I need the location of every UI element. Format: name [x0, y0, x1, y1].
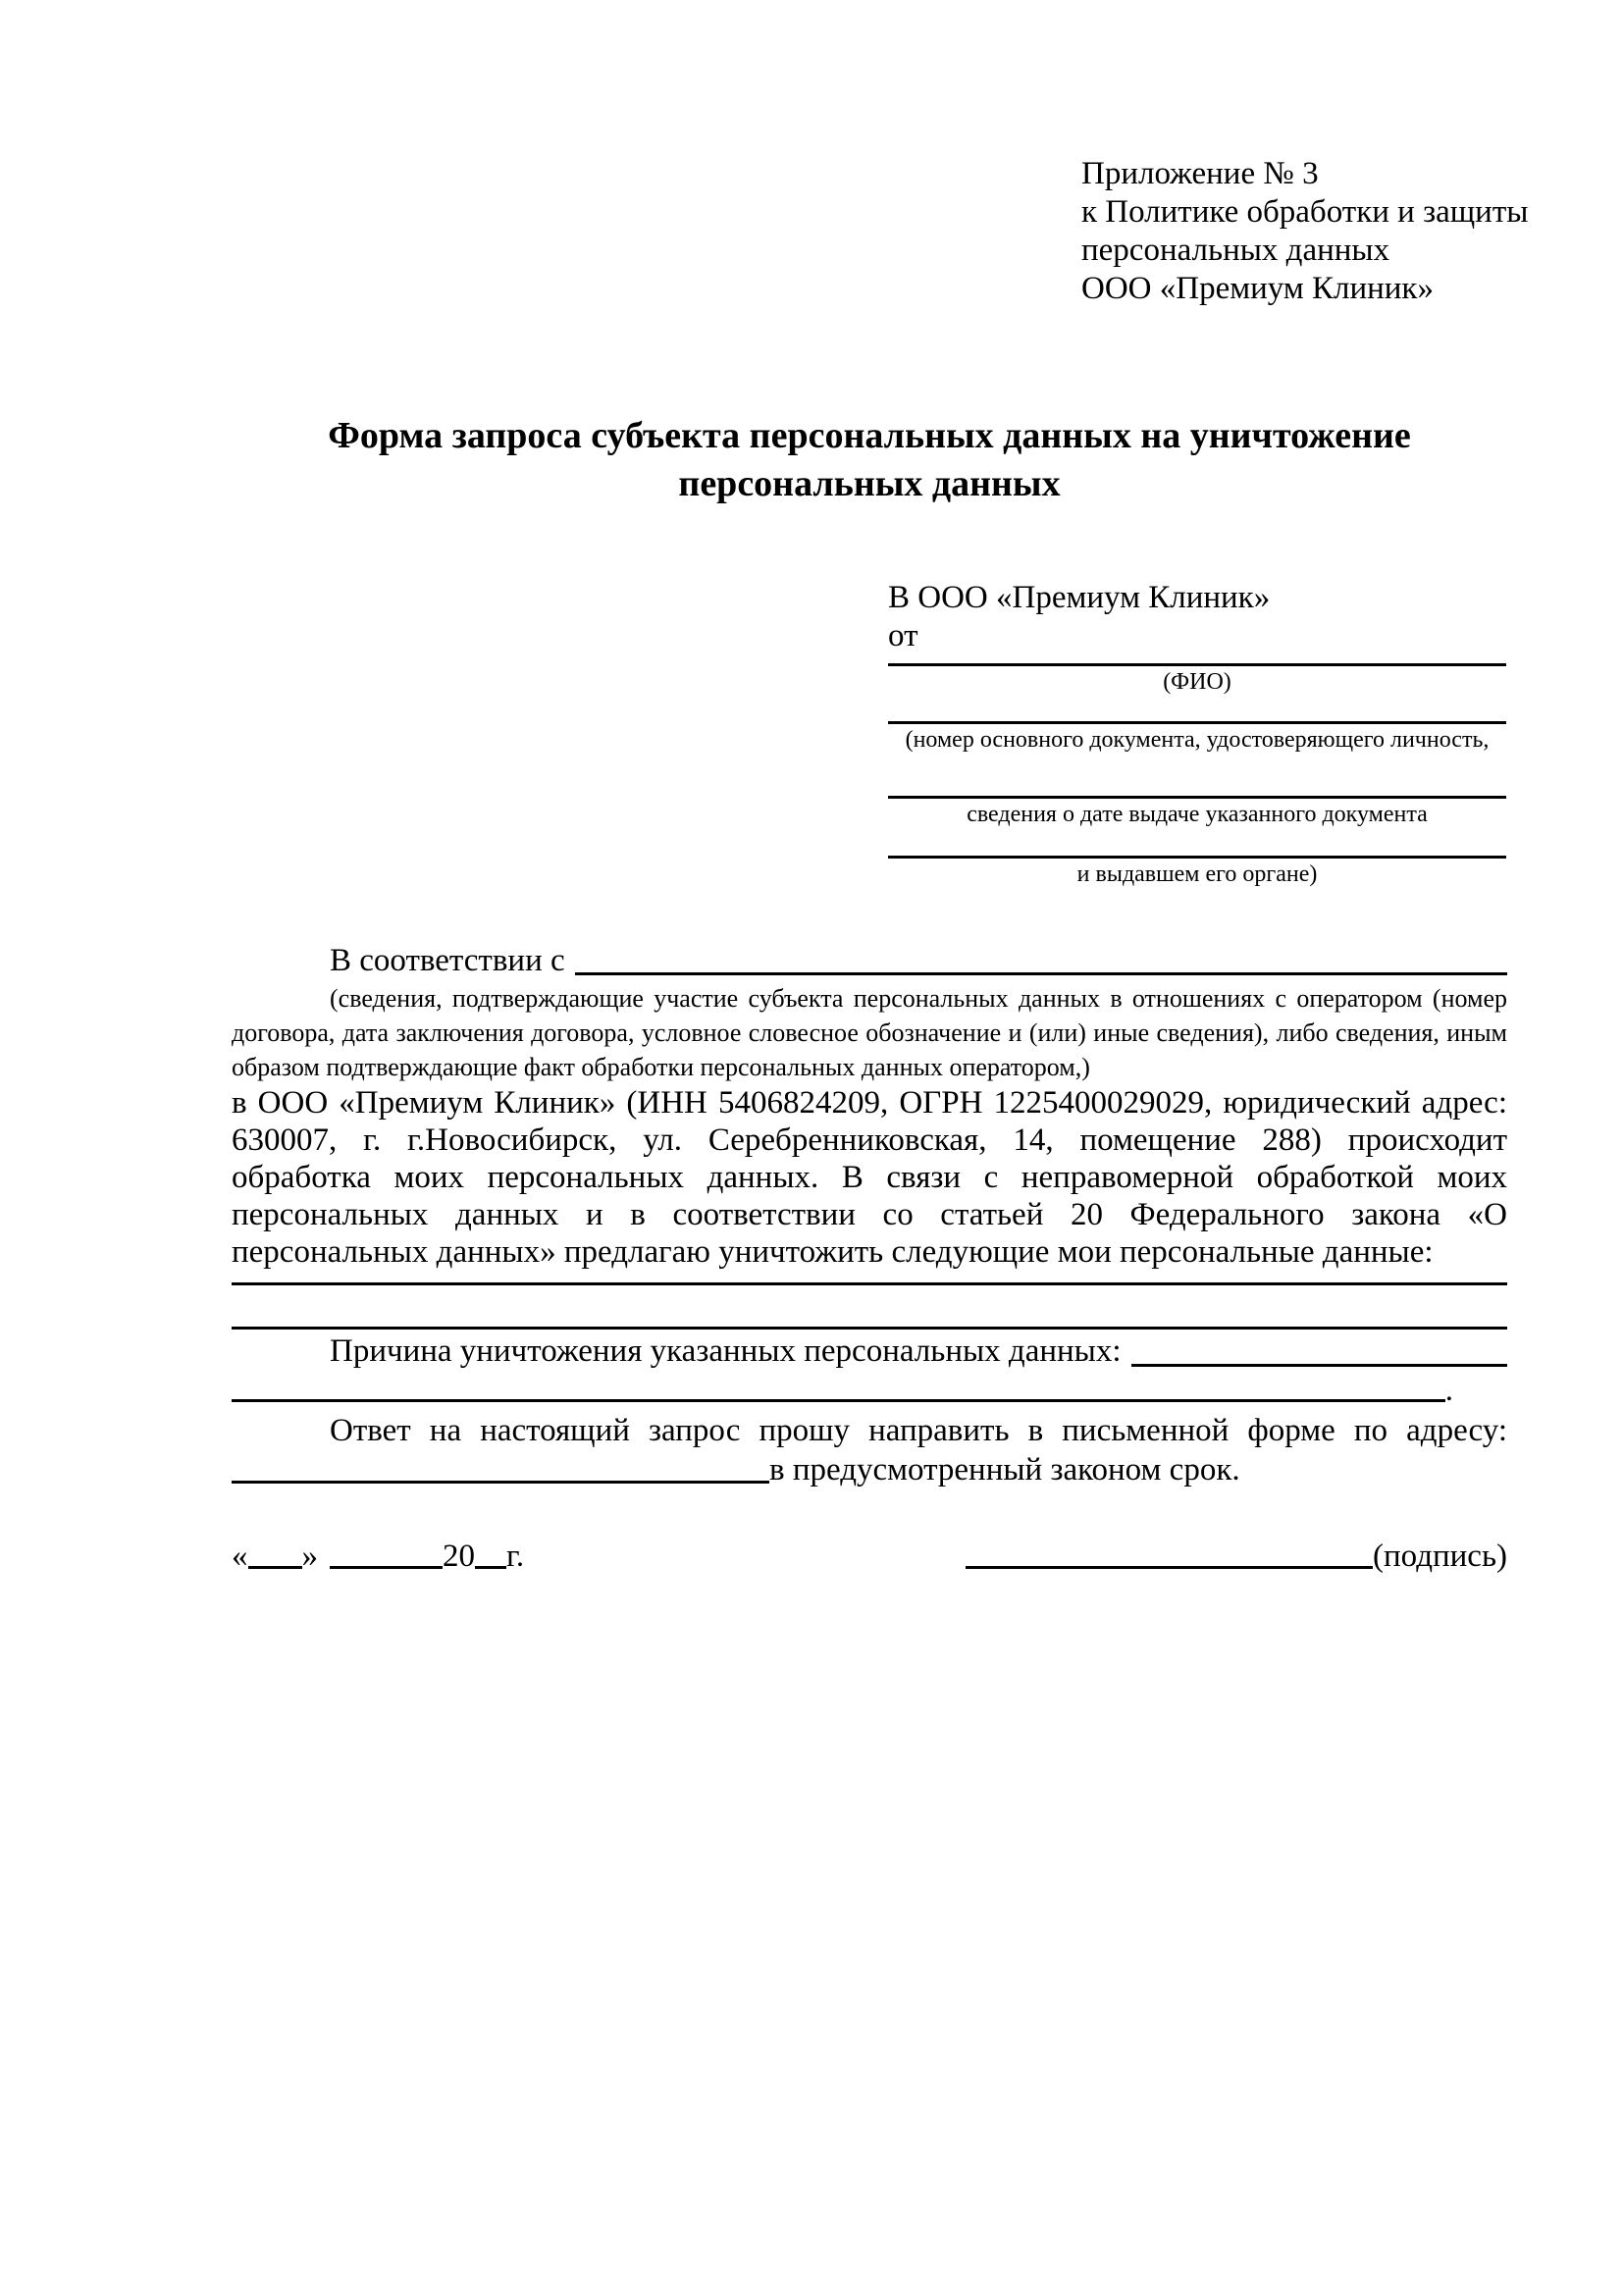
- issue-date-blank-line: [888, 754, 1506, 799]
- personal-data-blank-line-2: [232, 1285, 1507, 1330]
- document-number-blank-line: [888, 696, 1506, 724]
- year-suffix: г.: [506, 1539, 525, 1574]
- issuing-authority-caption: и выдавшем его органе): [1076, 861, 1318, 887]
- date-signature-row: [232, 1537, 1507, 1576]
- appendix-header-line: к Политике обработки и защиты: [1081, 194, 1529, 230]
- reason-blank-line: [1131, 1364, 1507, 1367]
- accordance-label: В соответствии с: [330, 943, 565, 978]
- accordance-note: (сведения, подтверждающие участие субъекта персональных данных в отношениях с оператором (номер договора, дата заключения договора, условное словесное обозначение и (или) иные сведения), либо сведения, иным образом подтверждающие факт обработки персональных данных оператором,): [232, 984, 1507, 1081]
- year-prefix: 20: [443, 1539, 475, 1574]
- personal-data-blank-line-1: [232, 1271, 1507, 1285]
- day-blank-line: [248, 1564, 302, 1569]
- accordance-row: [232, 940, 1507, 981]
- signature-blank-line: [966, 1564, 1373, 1569]
- appendix-header-line: Приложение № 3: [1081, 156, 1319, 191]
- reason-continuation-row: [232, 1373, 1507, 1408]
- appendix-header-line: ООО «Премиум Клиник»: [1081, 271, 1434, 306]
- close-quote: »: [301, 1539, 318, 1574]
- response-paragraph: Ответ на настоящий запрос прошу направить в письменной форме по адресу:: [330, 1413, 1507, 1448]
- accordance-blank-line: [575, 972, 1507, 975]
- issuing-authority-blank-line: [888, 828, 1506, 859]
- year-blank-line: [475, 1564, 506, 1569]
- form-title: Форма запроса субъекта персональных данных на уничтожение персональных данных: [328, 415, 1411, 504]
- fio-blank-line: [888, 655, 1506, 666]
- month-blank-line: [330, 1564, 443, 1569]
- signature-group: [966, 1537, 1507, 1576]
- reason-period: .: [1444, 1373, 1453, 1408]
- addressee-block: [888, 579, 1506, 888]
- main-content: [232, 940, 1507, 1576]
- addressee-from: от: [888, 618, 918, 653]
- fio-caption: (ФИО): [1163, 669, 1231, 695]
- date-group: [232, 1537, 524, 1576]
- response-tail: в предусмотренный законом срок.: [769, 1452, 1240, 1487]
- address-row: [232, 1450, 1507, 1489]
- address-blank-line: [232, 1481, 769, 1484]
- signature-caption: (подпись): [1373, 1539, 1507, 1574]
- appendix-header: [1081, 155, 1528, 308]
- addressee-to: В ООО «Премиум Клиник»: [888, 580, 1271, 615]
- document-number-caption: (номер основного документа, удостоверяющего личность,: [905, 727, 1490, 753]
- reason-row: [232, 1330, 1507, 1373]
- reason-label: Причина уничтожения указанных персональных данных:: [330, 1333, 1122, 1369]
- body-paragraph: в ООО «Премиум Клиник» (ИНН 5406824209, ОГРН 1225400029029, юридический адрес: 630007, г. г.Новосибирск, ул. Серебренниковская, 14, помещение 288) происходит обработка моих персональных данных. В связи с неправомерной обработкой моих персональных данных и в соответствии со статьей 20 Федерального закона «О персональных данных» предлагаю уничтожить следующие мои персональные данные:: [232, 1085, 1507, 1270]
- open-quote: «: [232, 1539, 248, 1574]
- issue-date-caption: сведения о дате выдаче указанного документа: [967, 802, 1428, 827]
- appendix-header-line: персональных данных: [1081, 233, 1390, 268]
- reason-continuation-blank-line: [232, 1399, 1445, 1402]
